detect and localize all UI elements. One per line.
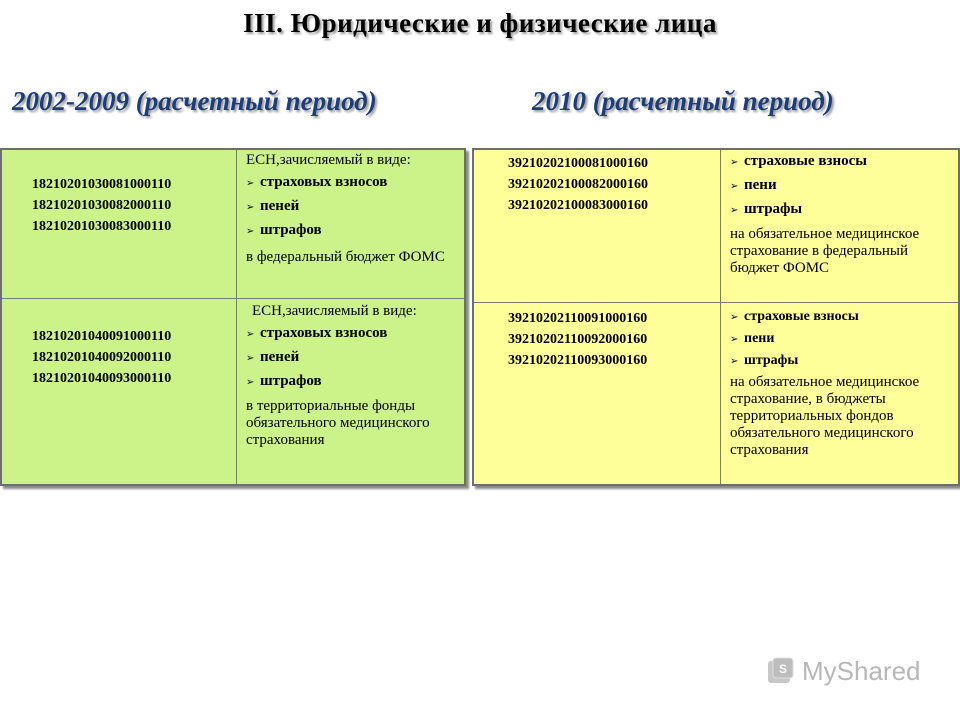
right-top-description [730,150,956,277]
watermark-logo [766,656,921,687]
list-item: ➢ штрафы [730,198,956,222]
subtitle-right: 2010 (расчетный период) [532,86,834,116]
description-intro: ЕСН,зачисляемый в виде: [252,303,417,319]
code-line: 39210202110092000160 [508,332,648,347]
column-divider [720,150,721,484]
list-item: ➢ страховых взносов [246,171,462,195]
arrow-bullet-icon: ➢ [730,312,739,323]
code-line: 18210201030082000110 [32,198,172,213]
left-top-description [246,152,462,266]
item-list [730,306,956,372]
arrow-bullet-icon: ➢ [246,353,255,364]
subtitle-left: 2002-2009 (расчетный период) [12,86,377,116]
list-item: ➢ пеней [246,195,462,219]
description-tail: в территориальные фонды обязательного медицинского страхования [246,398,430,448]
description-intro: ЕСН,зачисляемый в виде: [246,152,411,168]
code-line: 39210202100083000160 [508,198,648,213]
right-panel [472,148,960,486]
list-item: ➢ пени [730,174,956,198]
code-line: 18210201040093000110 [32,371,172,386]
list-item: ➢ пени [730,328,956,350]
arrow-bullet-icon: ➢ [246,226,255,237]
left-top-codes [32,174,171,237]
code-line: 39210202110093000160 [508,353,648,368]
page-title: III. Юридические и физические лица [243,8,717,38]
list-item: ➢ штрафов [246,219,462,243]
left-bottom-codes [32,326,171,389]
logo-icon [766,657,796,687]
svg-text:S: S [778,661,788,676]
right-top-codes [508,153,648,216]
arrow-bullet-icon: ➢ [730,205,739,216]
item-list [246,171,462,243]
list-item: ➢ страховые взносы [730,306,956,328]
logo-text: MyShared [802,656,921,686]
description-tail: в федеральный бюджет ФОМС [246,249,445,265]
list-item: ➢ штрафов [246,370,462,394]
row-divider [474,302,958,303]
row-divider [2,298,464,299]
right-bottom-codes [508,308,647,371]
list-item: ➢ страховых взносов [246,322,462,346]
arrow-bullet-icon: ➢ [730,334,739,345]
description-tail: на обязательное медицинское страхование, в бюджеты территориальных фондов обязательного медицинского страхования [730,374,920,458]
item-list [730,150,956,222]
arrow-bullet-icon: ➢ [246,202,255,213]
code-line: 18210201040091000110 [32,329,172,344]
arrow-bullet-icon: ➢ [730,157,739,168]
left-bottom-description [246,303,462,449]
arrow-bullet-icon: ➢ [246,329,255,340]
list-item: ➢ пеней [246,346,462,370]
arrow-bullet-icon: ➢ [246,178,255,189]
right-bottom-description [730,306,956,459]
list-item: ➢ страховые взносы [730,150,956,174]
code-line: 18210201030083000110 [32,219,172,234]
column-divider [236,150,237,484]
list-item: ➢ штрафы [730,350,956,372]
arrow-bullet-icon: ➢ [730,181,739,192]
left-panel [0,148,466,486]
arrow-bullet-icon: ➢ [246,377,255,388]
item-list [246,322,462,394]
code-line: 39210202100081000160 [508,156,648,171]
arrow-bullet-icon: ➢ [730,356,739,367]
code-line: 39210202110091000160 [508,311,648,326]
description-tail: на обязательное медицинское страхование в федеральный бюджет ФОМС [730,226,920,276]
code-line: 18210201040092000110 [32,350,172,365]
code-line: 18210201030081000110 [32,177,172,192]
code-line: 39210202100082000160 [508,177,648,192]
